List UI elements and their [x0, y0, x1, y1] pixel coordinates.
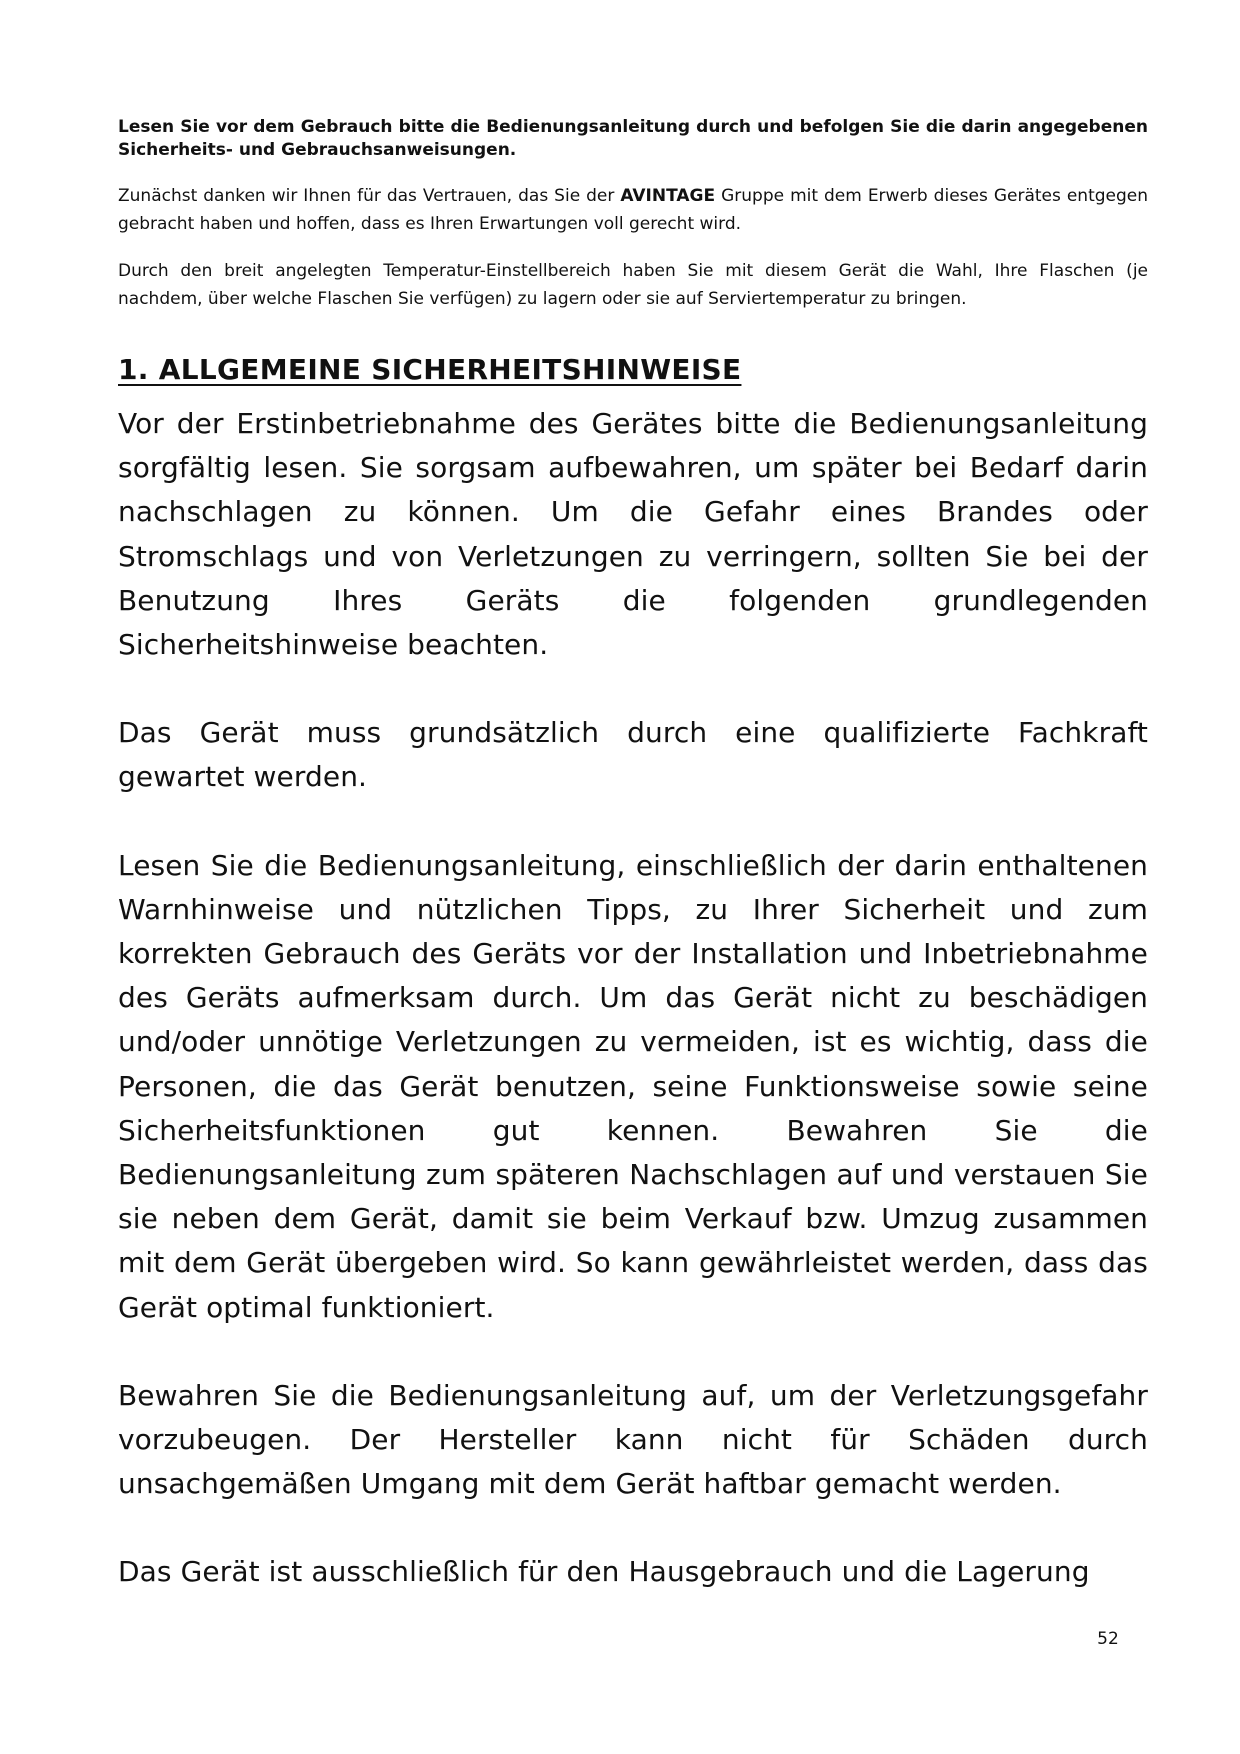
intro-thanks-after: Gruppe mit dem Erwerb dieses Gerätes entgegen gebracht haben und hoffen, dass es Ihren Erwartungen voll gerecht wird.: [118, 186, 1149, 234]
brand-name: AVINTAGE: [620, 186, 716, 206]
intro-thanks: [118, 182, 1148, 238]
intro-thanks-before: Zunächst danken wir Ihnen für das Vertrauen, das Sie der: [118, 186, 621, 206]
page-number: 52: [1097, 1629, 1119, 1649]
body-paragraph-5: Das Gerät ist ausschließlich für den Hausgebrauch und die Lagerung: [118, 1555, 1090, 1589]
body-paragraph-2: Das Gerät muss grundsätzlich durch eine qualifizierte Fachkraft gewartet werden.: [118, 716, 1148, 794]
intro-temperature: Durch den breit angelegten Temperatur-Einstellbereich haben Sie mit diesem Gerät die Wahl, Ihre Flaschen (je nachdem, über welche Flaschen Sie verfügen) zu lagern oder sie auf Serviertemperatur zu bringen.: [118, 261, 1148, 309]
intro-warning: Lesen Sie vor dem Gebrauch bitte die Bedienungsanleitung durch und befolgen Sie die darin angegebenen Sicherheits- und Gebrauchsanweisungen.: [118, 117, 1148, 160]
section-heading: 1. ALLGEMEINE SICHERHEITSHINWEISE: [118, 353, 742, 386]
document-page: [118, 116, 1148, 1639]
body-paragraph-3: Lesen Sie die Bedienungsanleitung, einschließlich der darin enthaltenen Warnhinweise und nützlichen Tipps, zu Ihrer Sicherheit und zum korrekten Gebrauch des Geräts vor der Installation und Inbetriebnahme des Geräts aufmerksam durch. Um das Gerät nicht zu beschädigen und/oder unnötige Verletzungen zu vermeiden, ist es wichtig, dass die Personen, die das Gerät benutzen, seine Funktionsweise sowie seine Sicherheitsfunktionen gut kennen. Bewahren Sie die Bedienungsanleitung zum späteren Nachschlagen auf und verstauen Sie sie neben dem Gerät, damit sie beim Verkauf bzw. Umzug zusammen mit dem Gerät übergeben wird. So kann gewährleistet werden, dass das Gerät optimal funktioniert.: [118, 848, 1148, 1324]
body-paragraph-4: Bewahren Sie die Bedienungsanleitung auf, um der Verletzungsgefahr vorzubeugen. Der Hersteller kann nicht für Schäden durch unsachgemäßen Umgang mit dem Gerät haftbar gemacht werden.: [118, 1378, 1148, 1501]
body-paragraph-1: Vor der Erstinbetriebnahme des Gerätes bitte die Bedienungsanleitung sorgfältig lesen. Sie sorgsam aufbewahren, um später bei Bedarf darin nachschlagen zu können. Um die Gefahr eines Brandes oder Stromschlags und von Verletzungen zu verringern, sollten Sie bei der Benutzung Ihres Geräts die folgenden grundlegenden Sicherheitshinweise beachten.: [118, 407, 1148, 662]
